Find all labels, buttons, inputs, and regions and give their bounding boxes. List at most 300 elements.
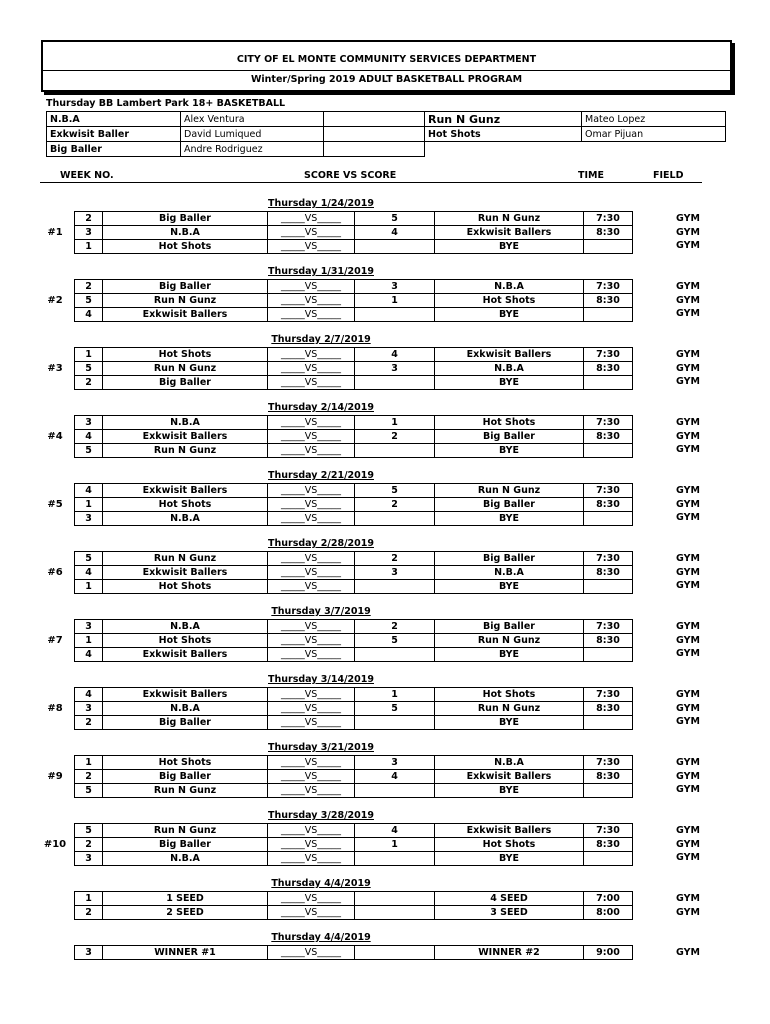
column-time: TIME bbox=[578, 170, 604, 181]
score-vs: _____VS_____ bbox=[268, 634, 355, 648]
away-team: BYE bbox=[435, 308, 584, 322]
away-seed: 4 bbox=[355, 226, 435, 240]
game-row bbox=[75, 308, 633, 322]
home-seed: 5 bbox=[75, 552, 103, 566]
score-vs: _____VS_____ bbox=[268, 784, 355, 798]
week-number: #8 bbox=[47, 702, 63, 714]
away-seed: 1 bbox=[355, 416, 435, 430]
game-row bbox=[75, 892, 633, 906]
game-time bbox=[584, 784, 633, 798]
team-manager: Omar Pijuan bbox=[582, 127, 726, 142]
home-seed: 3 bbox=[75, 852, 103, 866]
empty-cell bbox=[324, 142, 425, 157]
away-team: BYE bbox=[435, 376, 584, 390]
score-vs: _____VS_____ bbox=[268, 376, 355, 390]
home-team: Big Baller bbox=[103, 716, 268, 730]
score-vs: _____VS_____ bbox=[268, 348, 355, 362]
game-time: 7:30 bbox=[584, 348, 633, 362]
game-field: GYM bbox=[676, 308, 700, 320]
game-date: Thursday 3/28/2019 bbox=[268, 810, 374, 821]
away-team: BYE bbox=[435, 444, 584, 458]
game-time: 8:30 bbox=[584, 702, 633, 716]
home-seed: 4 bbox=[75, 566, 103, 580]
game-field: GYM bbox=[676, 294, 700, 306]
week-number: #3 bbox=[47, 362, 63, 374]
away-team: Hot Shots bbox=[435, 688, 584, 702]
game-time bbox=[584, 376, 633, 390]
away-team: N.B.A bbox=[435, 280, 584, 294]
home-team: Big Baller bbox=[103, 770, 268, 784]
team-name: Exkwisit Baller bbox=[47, 127, 181, 142]
league-location: Thursday BB Lambert Park 18+ BASKETBALL bbox=[46, 98, 286, 109]
away-team: Exkwisit Ballers bbox=[435, 348, 584, 362]
away-team: 3 SEED bbox=[435, 906, 584, 920]
score-vs: _____VS_____ bbox=[268, 498, 355, 512]
program-title: Winter/Spring 2019 ADULT BASKETBALL PROGRAM bbox=[250, 74, 523, 85]
game-field: GYM bbox=[676, 716, 700, 728]
score-vs: _____VS_____ bbox=[268, 308, 355, 322]
game-date: Thursday 3/7/2019 bbox=[271, 606, 371, 617]
game-field: GYM bbox=[676, 702, 700, 714]
home-team: WINNER #1 bbox=[103, 946, 268, 960]
game-field: GYM bbox=[676, 852, 700, 864]
game-row bbox=[75, 226, 633, 240]
away-seed: 3 bbox=[355, 566, 435, 580]
home-seed: 4 bbox=[75, 688, 103, 702]
column-score: SCORE VS SCORE bbox=[304, 170, 397, 181]
away-seed: 5 bbox=[355, 212, 435, 226]
game-row bbox=[75, 852, 633, 866]
home-team: Run N Gunz bbox=[103, 552, 268, 566]
game-field: GYM bbox=[676, 757, 700, 768]
home-seed: 4 bbox=[75, 430, 103, 444]
away-seed: 4 bbox=[355, 770, 435, 784]
away-seed: 2 bbox=[355, 552, 435, 566]
score-vs: _____VS_____ bbox=[268, 946, 355, 960]
game-row bbox=[75, 688, 633, 702]
score-vs: _____VS_____ bbox=[268, 416, 355, 430]
game-row bbox=[75, 702, 633, 716]
game-time: 8:00 bbox=[584, 906, 633, 920]
team-name: Big Baller bbox=[47, 142, 181, 157]
game-field: GYM bbox=[676, 213, 700, 224]
home-team: Big Baller bbox=[103, 280, 268, 294]
home-seed: 4 bbox=[75, 484, 103, 498]
score-vs: _____VS_____ bbox=[268, 566, 355, 580]
document-header bbox=[41, 40, 732, 92]
home-seed: 4 bbox=[75, 308, 103, 322]
game-time: 8:30 bbox=[584, 498, 633, 512]
away-team: N.B.A bbox=[435, 566, 584, 580]
game-time: 8:30 bbox=[584, 838, 633, 852]
week-number: #5 bbox=[47, 498, 63, 510]
away-team: Big Baller bbox=[435, 552, 584, 566]
score-vs: _____VS_____ bbox=[268, 648, 355, 662]
column-header-rule bbox=[40, 182, 702, 183]
score-vs: _____VS_____ bbox=[268, 240, 355, 254]
away-seed: 2 bbox=[355, 620, 435, 634]
team-manager: Alex Ventura bbox=[181, 112, 324, 127]
home-seed: 3 bbox=[75, 226, 103, 240]
away-team: BYE bbox=[435, 512, 584, 526]
home-team: N.B.A bbox=[103, 226, 268, 240]
game-row bbox=[75, 838, 633, 852]
away-seed: 2 bbox=[355, 498, 435, 512]
week-number: #10 bbox=[43, 838, 67, 850]
game-date: Thursday 1/24/2019 bbox=[268, 198, 374, 209]
game-row bbox=[75, 430, 633, 444]
home-team: Hot Shots bbox=[103, 756, 268, 770]
score-vs: _____VS_____ bbox=[268, 770, 355, 784]
home-seed: 2 bbox=[75, 212, 103, 226]
teams-row bbox=[47, 127, 726, 142]
game-field: GYM bbox=[676, 349, 700, 360]
away-seed: 4 bbox=[355, 348, 435, 362]
game-time: 8:30 bbox=[584, 294, 633, 308]
home-seed: 2 bbox=[75, 906, 103, 920]
week-number: #1 bbox=[47, 226, 63, 238]
game-field: GYM bbox=[676, 417, 700, 428]
score-vs: _____VS_____ bbox=[268, 824, 355, 838]
game-field: GYM bbox=[676, 634, 700, 646]
away-team: Run N Gunz bbox=[435, 212, 584, 226]
away-team: Exkwisit Ballers bbox=[435, 770, 584, 784]
home-team: Hot Shots bbox=[103, 580, 268, 594]
game-time: 7:30 bbox=[584, 688, 633, 702]
away-seed: 1 bbox=[355, 294, 435, 308]
home-seed: 2 bbox=[75, 376, 103, 390]
home-team: Big Baller bbox=[103, 376, 268, 390]
game-row bbox=[75, 770, 633, 784]
week-schedule-table bbox=[74, 551, 633, 594]
home-team: Exkwisit Ballers bbox=[103, 648, 268, 662]
away-seed bbox=[355, 648, 435, 662]
game-time: 7:30 bbox=[584, 212, 633, 226]
home-seed: 3 bbox=[75, 620, 103, 634]
week-schedule-table bbox=[74, 347, 633, 390]
away-seed bbox=[355, 444, 435, 458]
home-seed: 3 bbox=[75, 512, 103, 526]
empty-cell bbox=[324, 112, 425, 127]
column-field: FIELD bbox=[653, 170, 684, 181]
game-time bbox=[584, 512, 633, 526]
game-date: Thursday 1/31/2019 bbox=[268, 266, 374, 277]
away-seed: 3 bbox=[355, 756, 435, 770]
away-team: Big Baller bbox=[435, 430, 584, 444]
home-team: Big Baller bbox=[103, 212, 268, 226]
department-title: CITY OF EL MONTE COMMUNITY SERVICES DEPARTMENT bbox=[236, 54, 537, 65]
game-row bbox=[75, 634, 633, 648]
score-vs: _____VS_____ bbox=[268, 294, 355, 308]
home-seed: 1 bbox=[75, 892, 103, 906]
home-seed: 5 bbox=[75, 444, 103, 458]
game-row bbox=[75, 906, 633, 920]
team-manager: Andre Rodriguez bbox=[181, 142, 324, 157]
game-date: Thursday 2/28/2019 bbox=[268, 538, 374, 549]
home-team: Big Baller bbox=[103, 838, 268, 852]
score-vs: _____VS_____ bbox=[268, 852, 355, 866]
game-row bbox=[75, 444, 633, 458]
home-team: N.B.A bbox=[103, 620, 268, 634]
game-row bbox=[75, 552, 633, 566]
game-time bbox=[584, 648, 633, 662]
team-manager: Mateo Lopez bbox=[582, 112, 726, 127]
game-time: 7:30 bbox=[584, 824, 633, 838]
week-schedule-table bbox=[74, 415, 633, 458]
week-number: #4 bbox=[47, 430, 63, 442]
game-date: Thursday 3/14/2019 bbox=[268, 674, 374, 685]
game-time: 7:30 bbox=[584, 552, 633, 566]
game-date: Thursday 2/7/2019 bbox=[271, 334, 371, 345]
game-time bbox=[584, 580, 633, 594]
home-seed: 2 bbox=[75, 838, 103, 852]
game-row bbox=[75, 946, 633, 960]
week-schedule-table bbox=[74, 211, 633, 254]
away-seed: 4 bbox=[355, 824, 435, 838]
home-team: Exkwisit Ballers bbox=[103, 308, 268, 322]
team-name: Hot Shots bbox=[425, 127, 582, 142]
game-time: 8:30 bbox=[584, 430, 633, 444]
game-field: GYM bbox=[676, 485, 700, 496]
week-schedule-table bbox=[74, 483, 633, 526]
home-team: Hot Shots bbox=[103, 498, 268, 512]
away-seed: 5 bbox=[355, 484, 435, 498]
home-seed: 1 bbox=[75, 498, 103, 512]
home-seed: 1 bbox=[75, 240, 103, 254]
week-schedule-table bbox=[74, 823, 633, 866]
away-seed bbox=[355, 512, 435, 526]
game-time bbox=[584, 852, 633, 866]
home-team: Exkwisit Ballers bbox=[103, 688, 268, 702]
score-vs: _____VS_____ bbox=[268, 580, 355, 594]
game-row bbox=[75, 824, 633, 838]
away-seed bbox=[355, 906, 435, 920]
team-manager: David Lumiqued bbox=[181, 127, 324, 142]
empty-cell bbox=[425, 142, 582, 157]
game-field: GYM bbox=[676, 430, 700, 442]
home-team: Run N Gunz bbox=[103, 784, 268, 798]
game-time: 8:30 bbox=[584, 566, 633, 580]
game-time: 8:30 bbox=[584, 634, 633, 648]
away-team: N.B.A bbox=[435, 756, 584, 770]
away-team: BYE bbox=[435, 784, 584, 798]
column-week: WEEK NO. bbox=[60, 170, 114, 181]
game-row bbox=[75, 512, 633, 526]
home-seed: 2 bbox=[75, 280, 103, 294]
game-field: GYM bbox=[676, 689, 700, 700]
week-number: #9 bbox=[47, 770, 63, 782]
game-time: 8:30 bbox=[584, 226, 633, 240]
game-row bbox=[75, 580, 633, 594]
score-vs: _____VS_____ bbox=[268, 362, 355, 376]
away-team: N.B.A bbox=[435, 362, 584, 376]
away-team: BYE bbox=[435, 580, 584, 594]
away-team: Hot Shots bbox=[435, 294, 584, 308]
away-seed bbox=[355, 240, 435, 254]
game-field: GYM bbox=[676, 648, 700, 660]
home-seed: 5 bbox=[75, 362, 103, 376]
home-seed: 2 bbox=[75, 716, 103, 730]
home-seed: 3 bbox=[75, 416, 103, 430]
game-row bbox=[75, 240, 633, 254]
game-field: GYM bbox=[676, 240, 700, 252]
score-vs: _____VS_____ bbox=[268, 512, 355, 526]
game-date: Thursday 3/21/2019 bbox=[268, 742, 374, 753]
week-schedule-table bbox=[74, 687, 633, 730]
away-seed: 3 bbox=[355, 362, 435, 376]
game-time bbox=[584, 308, 633, 322]
away-team: Big Baller bbox=[435, 498, 584, 512]
game-field: GYM bbox=[676, 770, 700, 782]
home-seed: 1 bbox=[75, 580, 103, 594]
game-row bbox=[75, 498, 633, 512]
home-team: Hot Shots bbox=[103, 348, 268, 362]
score-vs: _____VS_____ bbox=[268, 716, 355, 730]
score-vs: _____VS_____ bbox=[268, 430, 355, 444]
game-field: GYM bbox=[676, 947, 700, 958]
score-vs: _____VS_____ bbox=[268, 444, 355, 458]
away-team: BYE bbox=[435, 716, 584, 730]
away-seed bbox=[355, 784, 435, 798]
game-field: GYM bbox=[676, 512, 700, 524]
home-team: 1 SEED bbox=[103, 892, 268, 906]
game-time bbox=[584, 716, 633, 730]
away-seed: 1 bbox=[355, 838, 435, 852]
game-time: 7:00 bbox=[584, 892, 633, 906]
game-date: Thursday 4/4/2019 bbox=[271, 932, 371, 943]
game-field: GYM bbox=[676, 362, 700, 374]
away-team: WINNER #2 bbox=[435, 946, 584, 960]
score-vs: _____VS_____ bbox=[268, 280, 355, 294]
score-vs: _____VS_____ bbox=[268, 702, 355, 716]
score-vs: _____VS_____ bbox=[268, 838, 355, 852]
home-seed: 5 bbox=[75, 824, 103, 838]
away-team: 4 SEED bbox=[435, 892, 584, 906]
home-seed: 1 bbox=[75, 348, 103, 362]
away-seed bbox=[355, 946, 435, 960]
away-seed bbox=[355, 716, 435, 730]
game-row bbox=[75, 280, 633, 294]
score-vs: _____VS_____ bbox=[268, 906, 355, 920]
game-row bbox=[75, 376, 633, 390]
game-row bbox=[75, 648, 633, 662]
game-row bbox=[75, 416, 633, 430]
away-team: Hot Shots bbox=[435, 416, 584, 430]
week-schedule-table bbox=[74, 945, 633, 960]
home-team: Exkwisit Ballers bbox=[103, 430, 268, 444]
game-row bbox=[75, 756, 633, 770]
home-seed: 5 bbox=[75, 294, 103, 308]
away-seed: 5 bbox=[355, 702, 435, 716]
game-field: GYM bbox=[676, 621, 700, 632]
home-seed: 1 bbox=[75, 756, 103, 770]
team-name: N.B.A bbox=[47, 112, 181, 127]
away-seed: 5 bbox=[355, 634, 435, 648]
home-seed: 4 bbox=[75, 648, 103, 662]
game-field: GYM bbox=[676, 498, 700, 510]
team-name: Run N Gunz bbox=[425, 112, 582, 127]
away-team: Run N Gunz bbox=[435, 702, 584, 716]
away-team: BYE bbox=[435, 240, 584, 254]
week-number: #6 bbox=[47, 566, 63, 578]
away-seed bbox=[355, 892, 435, 906]
game-field: GYM bbox=[676, 281, 700, 292]
away-seed bbox=[355, 376, 435, 390]
home-team: N.B.A bbox=[103, 416, 268, 430]
home-team: Run N Gunz bbox=[103, 362, 268, 376]
game-field: GYM bbox=[676, 553, 700, 564]
empty-cell bbox=[324, 127, 425, 142]
home-seed: 5 bbox=[75, 784, 103, 798]
away-team: Run N Gunz bbox=[435, 634, 584, 648]
home-team: N.B.A bbox=[103, 512, 268, 526]
week-schedule-table bbox=[74, 755, 633, 798]
empty-cell bbox=[582, 142, 726, 157]
score-vs: _____VS_____ bbox=[268, 484, 355, 498]
game-field: GYM bbox=[676, 376, 700, 388]
header-divider bbox=[43, 70, 730, 71]
home-team: Exkwisit Ballers bbox=[103, 566, 268, 580]
game-field: GYM bbox=[676, 444, 700, 456]
score-vs: _____VS_____ bbox=[268, 552, 355, 566]
game-field: GYM bbox=[676, 825, 700, 836]
home-team: Run N Gunz bbox=[103, 824, 268, 838]
away-seed bbox=[355, 580, 435, 594]
away-team: BYE bbox=[435, 648, 584, 662]
game-field: GYM bbox=[676, 893, 700, 904]
week-number: #2 bbox=[47, 294, 63, 306]
game-date: Thursday 2/21/2019 bbox=[268, 470, 374, 481]
teams-table bbox=[46, 111, 726, 157]
week-schedule-table bbox=[74, 891, 633, 920]
home-team: Run N Gunz bbox=[103, 444, 268, 458]
score-vs: _____VS_____ bbox=[268, 620, 355, 634]
game-row bbox=[75, 212, 633, 226]
score-vs: _____VS_____ bbox=[268, 212, 355, 226]
game-row bbox=[75, 348, 633, 362]
home-team: Exkwisit Ballers bbox=[103, 484, 268, 498]
away-seed: 2 bbox=[355, 430, 435, 444]
home-seed: 1 bbox=[75, 634, 103, 648]
home-team: N.B.A bbox=[103, 852, 268, 866]
game-row bbox=[75, 620, 633, 634]
away-team: Hot Shots bbox=[435, 838, 584, 852]
game-time: 8:30 bbox=[584, 770, 633, 784]
away-seed: 1 bbox=[355, 688, 435, 702]
away-seed bbox=[355, 852, 435, 866]
home-team: N.B.A bbox=[103, 702, 268, 716]
game-field: GYM bbox=[676, 566, 700, 578]
game-field: GYM bbox=[676, 838, 700, 850]
game-date: Thursday 4/4/2019 bbox=[271, 878, 371, 889]
teams-row bbox=[47, 112, 726, 127]
game-field: GYM bbox=[676, 784, 700, 796]
game-field: GYM bbox=[676, 906, 700, 918]
game-field: GYM bbox=[676, 580, 700, 592]
game-time: 7:30 bbox=[584, 280, 633, 294]
game-time: 8:30 bbox=[584, 362, 633, 376]
game-row bbox=[75, 362, 633, 376]
game-row bbox=[75, 716, 633, 730]
game-row bbox=[75, 566, 633, 580]
game-time: 7:30 bbox=[584, 756, 633, 770]
home-seed: 3 bbox=[75, 702, 103, 716]
game-time: 7:30 bbox=[584, 416, 633, 430]
week-schedule-table bbox=[74, 619, 633, 662]
score-vs: _____VS_____ bbox=[268, 226, 355, 240]
teams-row bbox=[47, 142, 726, 157]
home-seed: 3 bbox=[75, 946, 103, 960]
